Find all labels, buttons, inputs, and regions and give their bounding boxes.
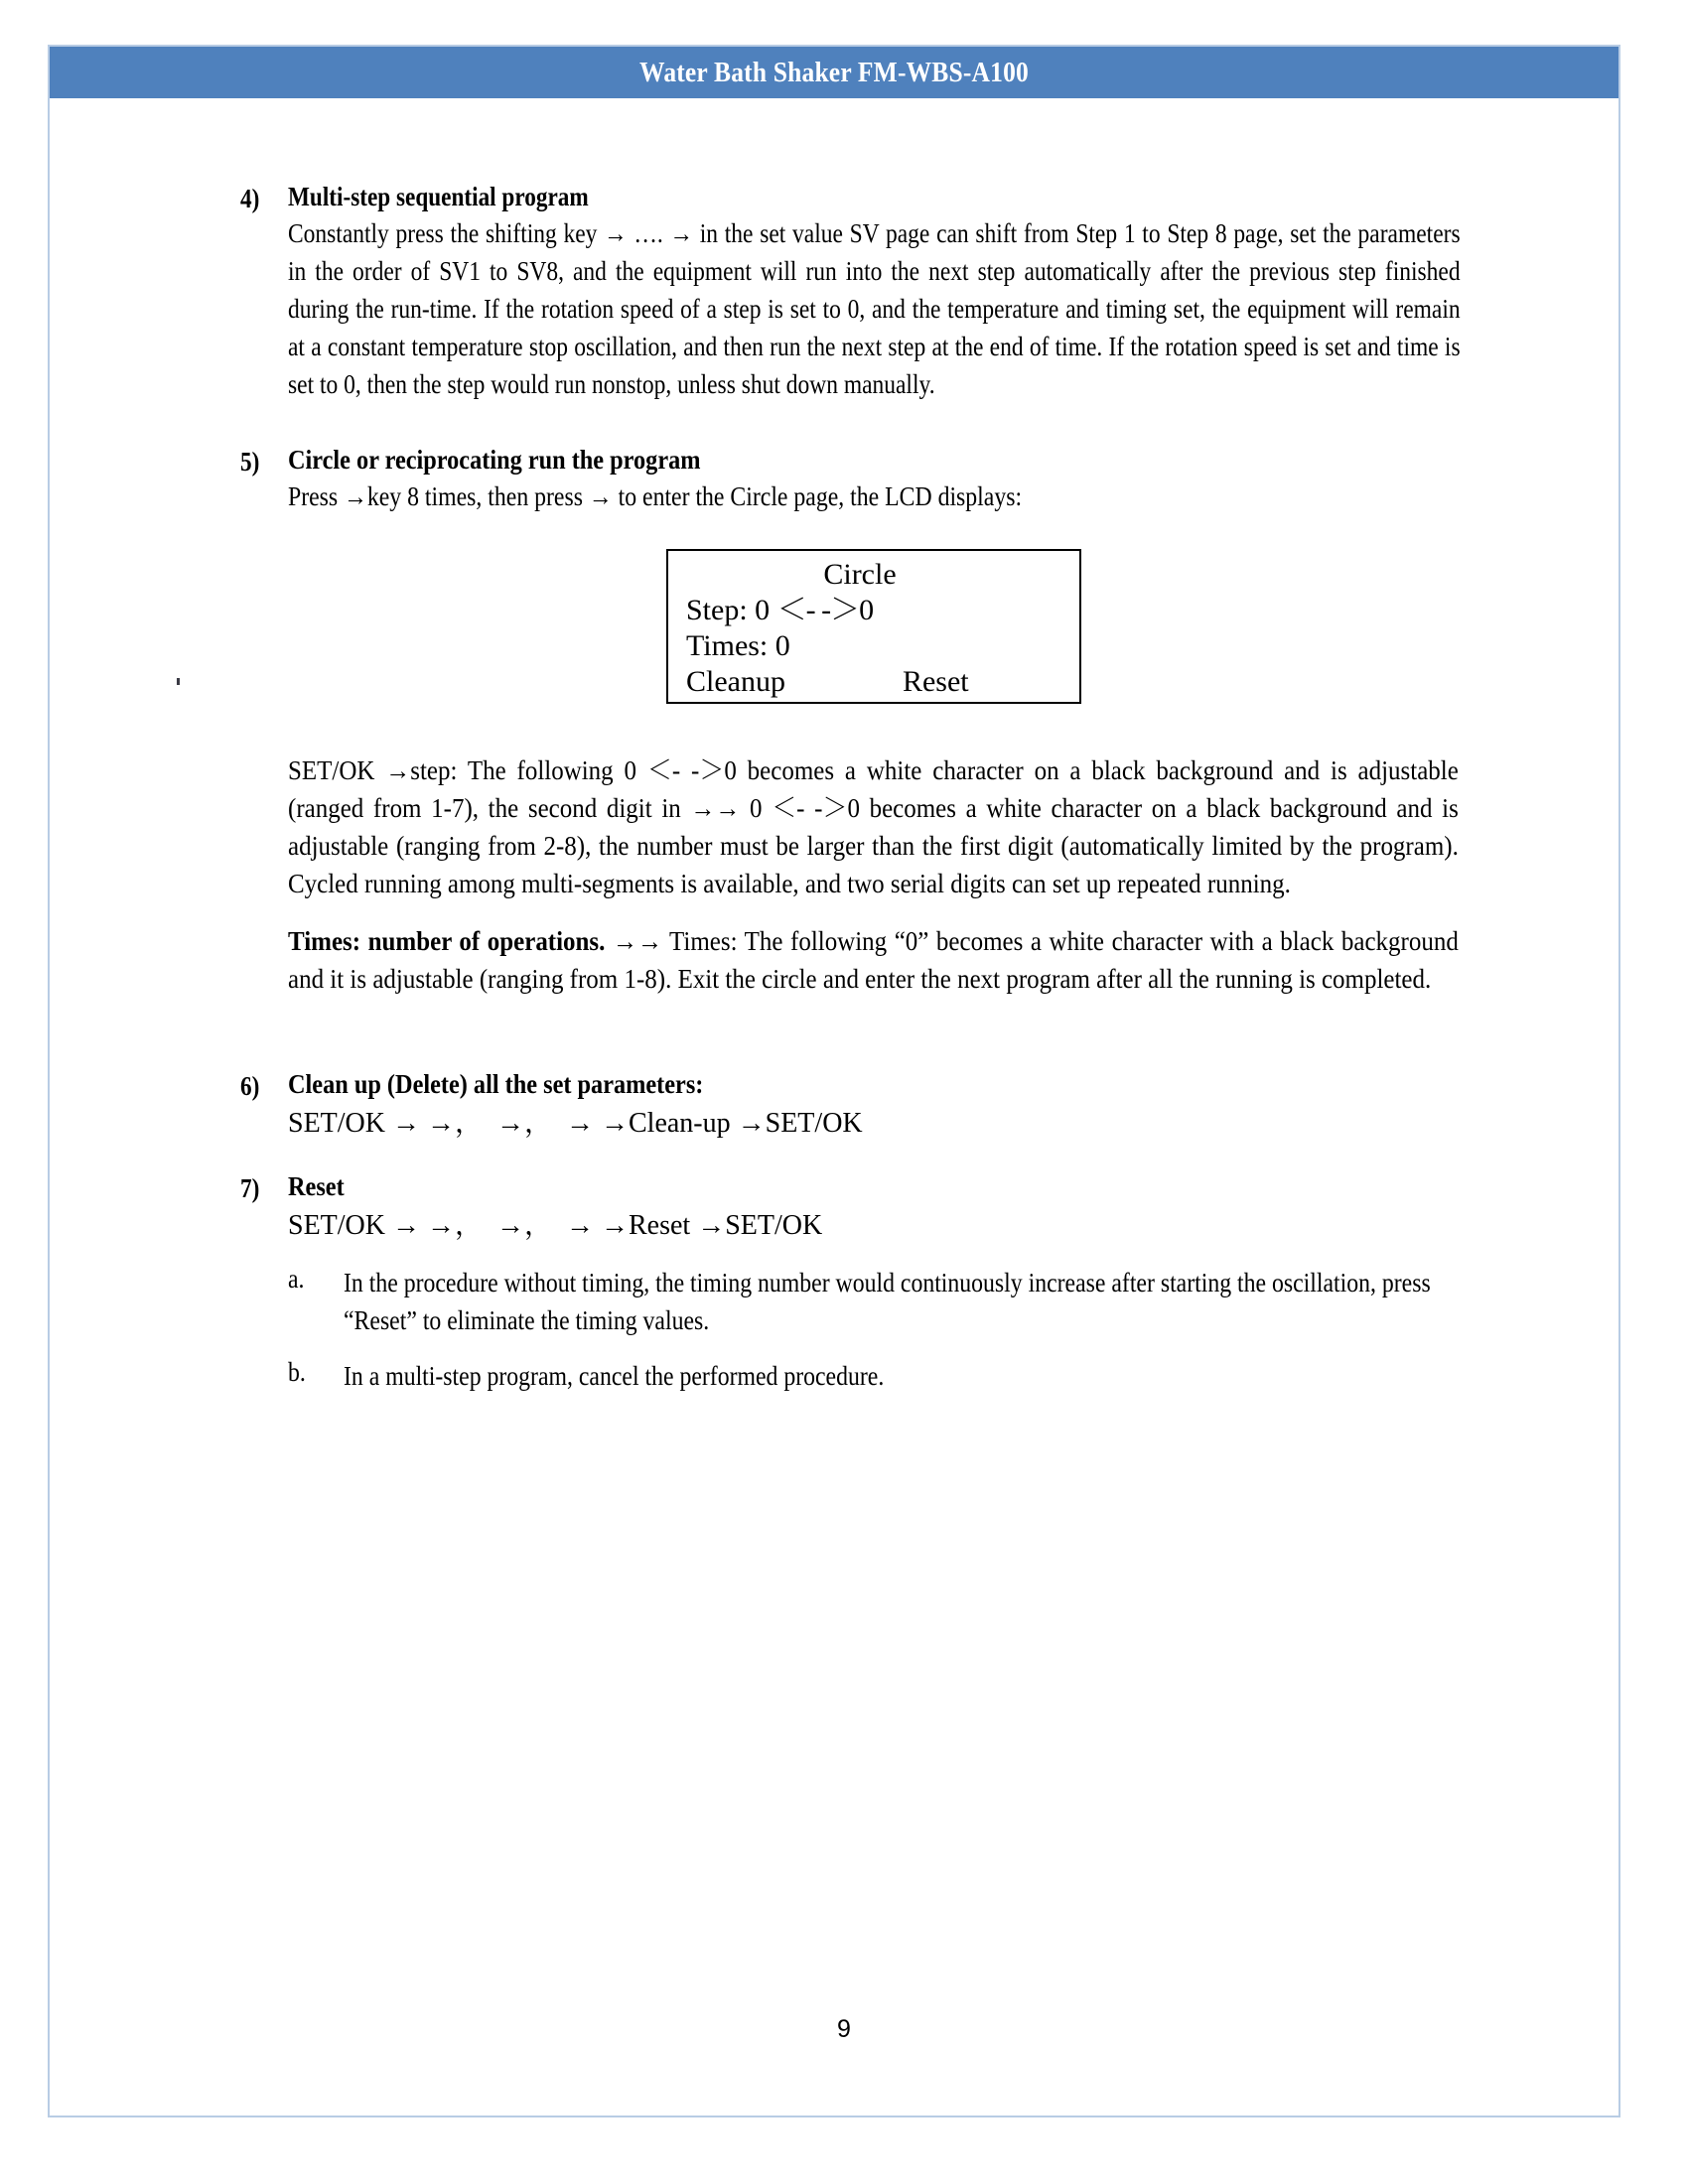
section-6-heading: Clean up (Delete) all the set parameters: — [288, 1069, 704, 1099]
page-header-band — [50, 47, 1618, 98]
section-4-body: Constantly press the shifting key → …. → in the set value SV page can shift from Step 1 to Step 8 page, set the parameters in the order of SV1 to SV8, and the equipment will run into the next step automatically after the previous step finished during the run-time. If the rotation speed of a step is set to 0, and the temperature and timing set, the equipment will remain at a constant temperature stop oscillation, and then run the next step at the end of time. If the rotation speed is set and time is set to 0, then the step would run nonstop, unless shut down manually. — [288, 218, 1461, 399]
section-7 — [240, 1171, 1460, 1395]
spacer — [288, 403, 1460, 447]
section-7-command: SET/OK → →， →， → →Reset →SET/OK — [288, 1210, 823, 1241]
stray-mark — [177, 678, 180, 685]
spacer — [288, 1041, 1460, 1071]
sub-b-text: In a multi-step program, cancel the performed procedure. — [344, 1361, 885, 1391]
section-5-marker: 5) — [240, 447, 260, 477]
section-5-paragraph-1: SET/OK →step: The following 0 ＜- -＞0 becomes a white character on a black background and is adjustable (ranged from 1-7), the second digit in →→ 0 ＜- -＞0 becomes a white character on a black background and is adjustable (ranging from 2-8), the number must be larger than the first digit (automatically limited by the program). Cycled running among multi-segments is available, and two serial digits can set up repeated running. — [288, 755, 1459, 898]
page-title: Water Bath Shaker FM-WBS-A100 — [639, 57, 1029, 88]
page-number: 9 — [837, 2015, 851, 2043]
section-6-command: SET/OK → →， →， → →Clean-up →SET/OK — [288, 1108, 863, 1139]
section-6-marker: 6) — [240, 1071, 260, 1101]
lcd-display-wrapper — [288, 549, 1460, 704]
section-7-sub-a — [288, 1264, 1460, 1339]
lcd-cleanup-softkey[interactable]: Cleanup — [686, 665, 785, 698]
section-7-heading: Reset — [288, 1171, 345, 1201]
lcd-step-value: 0 — [859, 594, 875, 626]
section-6 — [240, 1069, 1460, 1144]
lcd-step-row — [668, 593, 1079, 628]
spacer — [288, 1144, 1460, 1173]
section-5-heading: Circle or reciprocating run the program — [288, 445, 701, 475]
lcd-step-label: Step: 0 — [686, 594, 777, 626]
sub-a-marker: a. — [288, 1264, 305, 1294]
document-body — [240, 182, 1461, 1395]
times-rest: →→ Times: The following “0” becomes a white character with a black background and it is adjustable (ranging from 1-8). Exit the circle and enter the next program after all the running is completed. — [288, 926, 1459, 994]
times-bold-lead: Times: number of operations. — [288, 926, 606, 956]
lcd-step-arrow-icon: ＜- -＞ — [776, 594, 860, 626]
section-7-marker: 7) — [240, 1173, 260, 1203]
lcd-times-row: Times: 0 — [686, 629, 790, 662]
section-5 — [240, 445, 1460, 515]
section-5-paragraph-2 — [288, 922, 1459, 998]
section-4-marker: 4) — [240, 184, 260, 213]
section-4 — [240, 182, 1461, 403]
section-4-heading: Multi-step sequential program — [288, 182, 589, 211]
spacer — [288, 998, 1460, 1041]
section-7-sub-b — [288, 1357, 1460, 1395]
lcd-display — [666, 549, 1081, 704]
lcd-softkey-row — [668, 664, 1079, 700]
section-5-intro: Press →key 8 times, then press → to enter the Circle page, the LCD displays: — [288, 481, 1023, 511]
lcd-title: Circle — [823, 558, 897, 591]
spacer — [288, 704, 1460, 748]
sub-b-marker: b. — [288, 1357, 306, 1387]
lcd-reset-softkey[interactable]: Reset — [902, 665, 969, 698]
sub-a-text: In the procedure without timing, the timing number would continuously increase after starting the oscillation, press “Reset” to eliminate the timing values. — [344, 1268, 1431, 1335]
spacer — [288, 902, 1460, 918]
